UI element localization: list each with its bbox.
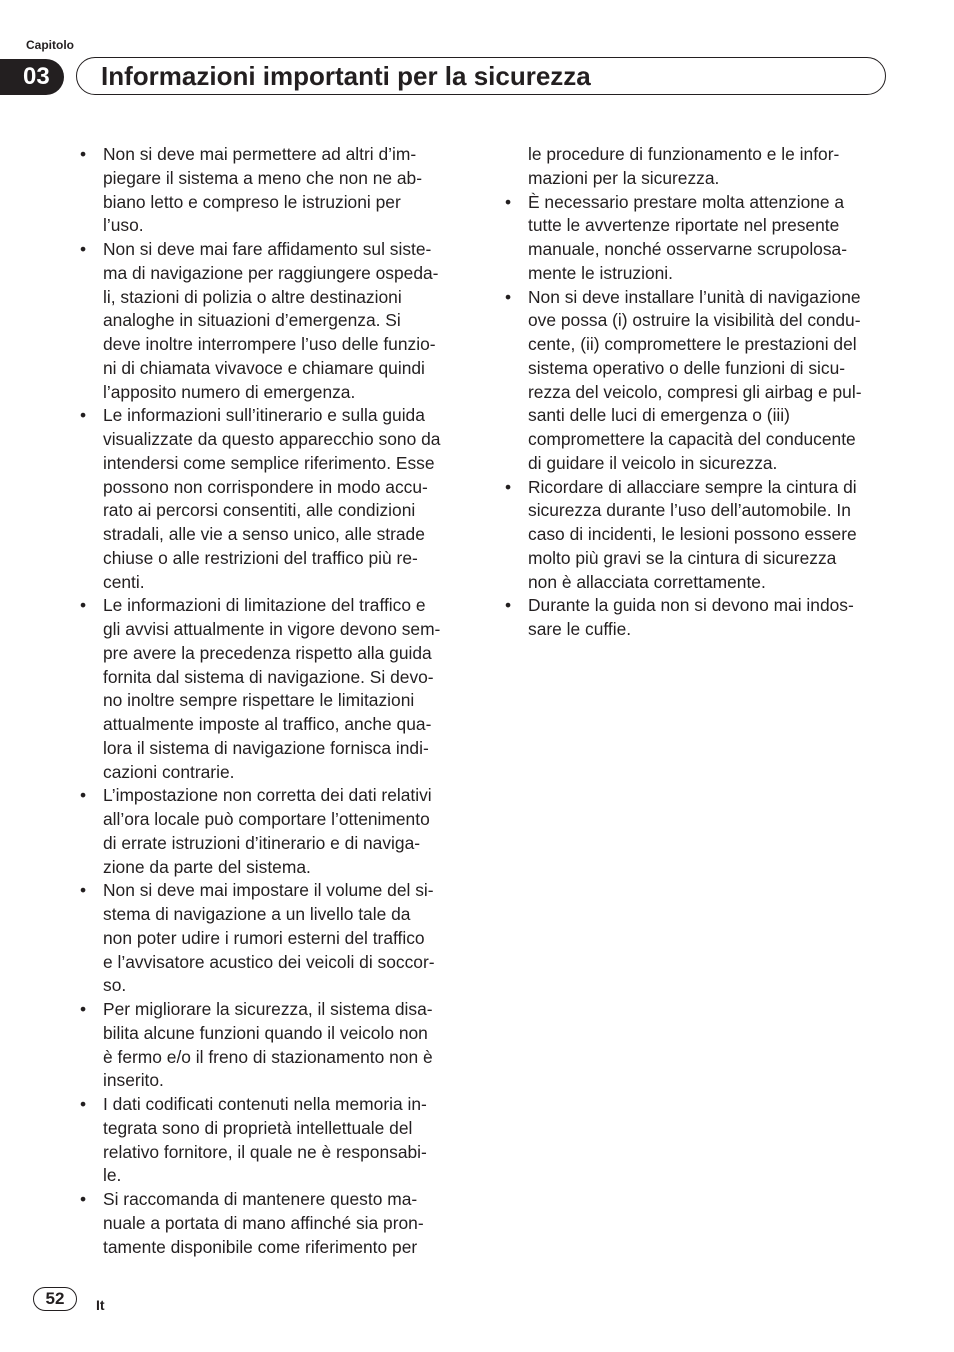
text-line: di errate istruzioni d’itinerario e di naviga- [103, 832, 421, 853]
text-line: sistema operativo o delle funzioni di sicu- [528, 357, 846, 378]
text-line: mazioni per la sicurezza. [528, 167, 720, 188]
text-line: centi. [103, 571, 145, 592]
text-line: Non si deve mai fare affidamento sul siste- [103, 239, 432, 259]
list-item [80, 238, 466, 404]
continued-paragraph [505, 143, 891, 191]
text-line: l’uso. [103, 215, 144, 236]
text-line: possono non corrispondere in modo accu- [103, 476, 428, 497]
text-line: stradali, alle vie a senso unico, alle strade [103, 524, 425, 544]
bullet-icon: • [505, 191, 512, 212]
text-line: zione da parte del sistema. [103, 856, 311, 877]
text-line: relativo fornitore, il quale ne è responsabi- [103, 1141, 427, 1162]
chapter-title-frame [76, 57, 886, 95]
text-line: nuale a portata di mano affinché sia pron- [103, 1212, 424, 1233]
list-item [80, 879, 466, 998]
text-line: lora il sistema di navigazione fornisca indi- [103, 737, 429, 758]
text-line: piegare il sistema a meno che non ne ab- [103, 167, 423, 188]
text-line: Si raccomanda di mantenere questo ma- [103, 1189, 418, 1209]
text-line: ove possa (i) ostruire la visibilità del condu- [528, 310, 861, 331]
bullet-icon: • [80, 239, 87, 259]
text-line: molto più gravi se la cintura di sicurezza [528, 547, 837, 568]
text-line: visualizzate da questo apparecchio sono da [103, 429, 441, 449]
text-line: sare le cuffie. [528, 619, 632, 639]
text-line: santi delle luci di emergenza o (iii) [528, 405, 790, 426]
text-line: li, stazioni di polizia o altre destinazioni [103, 286, 402, 307]
list-item [80, 143, 466, 238]
text-line: L’impostazione non corretta dei dati relativi [103, 785, 432, 806]
text-line: bilita alcune funzioni quando il veicolo non [103, 1022, 428, 1043]
text-line: Le informazioni sull’itinerario e sulla guida [103, 405, 425, 426]
text-line: rezza del veicolo, compresi gli airbag e pul- [528, 381, 862, 402]
bullet-icon: • [80, 144, 87, 164]
list-item [80, 1188, 466, 1259]
right-column [505, 143, 891, 642]
text-line: manuale, nonché osservarne scrupolosa- [528, 239, 848, 259]
bullet-icon: • [80, 880, 87, 901]
list-item [505, 191, 891, 286]
list-item [505, 476, 891, 595]
text-line: le procedure di funzionamento e le infor- [528, 144, 840, 164]
text-line: cazioni contrarie. [103, 761, 235, 782]
text-line: è fermo e/o il freno di stazionamento non è [103, 1046, 433, 1067]
bullet-icon: • [505, 595, 512, 616]
text-line: gli avvisi attualmente in vigore devono sem- [103, 619, 441, 639]
list-item [80, 404, 466, 594]
text-line: tegrata sono di proprietà intellettuale del [103, 1117, 413, 1138]
bullet-icon: • [80, 405, 87, 426]
text-line: l’apposito numero di emergenza. [103, 381, 356, 402]
text-line: e l’avvisatore acustico dei veicoli di soccor- [103, 951, 435, 972]
text-line: so. [103, 975, 127, 996]
text-line: tamente disponibile come riferimento per [103, 1236, 418, 1257]
bullet-icon: • [80, 1094, 87, 1114]
text-line: I dati codificati contenuti nella memoria in- [103, 1094, 427, 1114]
text-line: pre avere la precedenza rispetto alla guida [103, 642, 432, 663]
text-line: Ricordare di allacciare sempre la cintura di [528, 476, 857, 497]
text-line: stema di navigazione a un livello tale da [103, 904, 411, 924]
list-item [80, 784, 466, 879]
text-line: compromettere la capacità del conducente [528, 429, 856, 449]
bullet-icon: • [80, 999, 87, 1019]
text-line: no inoltre sempre rispettare le limitazioni [103, 690, 415, 711]
chapter-label: Capitolo [26, 38, 74, 52]
bullet-icon: • [505, 286, 512, 307]
text-line: analoghe in situazioni d’emergenza. Si [103, 310, 401, 331]
list-item [80, 998, 466, 1093]
text-line: caso di incidenti, le lesioni possono essere [528, 524, 857, 544]
bullet-icon: • [80, 785, 87, 806]
text-line: Non si deve mai permettere ad altri d’im- [103, 144, 417, 164]
text-line: Non si deve installare l’unità di navigazione [528, 286, 861, 307]
text-line: ma di navigazione per raggiungere ospeda- [103, 262, 439, 283]
text-line: intendersi come semplice riferimento. Esse [103, 452, 435, 473]
text-line: Non si deve mai impostare il volume del si- [103, 880, 434, 901]
bullet-icon: • [505, 476, 512, 497]
page-title: Informazioni importanti per la sicurezza [101, 61, 591, 91]
list-item [80, 594, 466, 784]
text-line: ni di chiamata vivavoce e chiamare quindi [103, 357, 425, 378]
text-line: sicurezza durante l’uso dell’automobile. In [528, 500, 851, 521]
bullet-icon: • [80, 1189, 87, 1209]
list-item [80, 1093, 466, 1188]
language-code: It [96, 1297, 105, 1313]
text-line: Durante la guida non si devono mai indos- [528, 595, 854, 616]
list-item [505, 286, 891, 476]
bullet-icon: • [80, 595, 87, 616]
text-line: attualmente imposte al traffico, anche qua- [103, 714, 432, 734]
text-line: chiuse o alle restrizioni del traffico più re- [103, 547, 418, 568]
text-line: È necessario prestare molta attenzione a [528, 191, 845, 212]
list-item [505, 594, 891, 642]
text-line: di guidare il veicolo in sicurezza. [528, 452, 778, 473]
text-line: non è allacciata correttamente. [528, 571, 766, 592]
page-number: 52 [33, 1287, 77, 1311]
left-column [80, 143, 466, 1259]
text-line: rato ai percorsi consentiti, alle condizioni [103, 500, 416, 521]
text-line: le. [103, 1165, 122, 1186]
text-line: biano letto e compreso le istruzioni per [103, 191, 401, 212]
text-line: cente, (ii) compromettere le prestazioni del [528, 334, 857, 354]
text-line: all’ora locale può comportare l’ottenimento [103, 809, 430, 829]
text-line: fornita dal sistema di navigazione. Si devo- [103, 666, 434, 687]
chapter-number-badge: 03 [0, 59, 64, 95]
text-line: Le informazioni di limitazione del traffico e [103, 595, 426, 616]
text-line: tutte le avvertenze riportate nel presente [528, 215, 840, 236]
text-line: inserito. [103, 1070, 164, 1091]
text-line: mente le istruzioni. [528, 262, 673, 283]
text-line: deve inoltre interrompere l’uso delle funzio- [103, 334, 436, 354]
text-line: Per migliorare la sicurezza, il sistema disa- [103, 999, 433, 1019]
text-line: non poter udire i rumori esterni del traffico [103, 927, 425, 948]
